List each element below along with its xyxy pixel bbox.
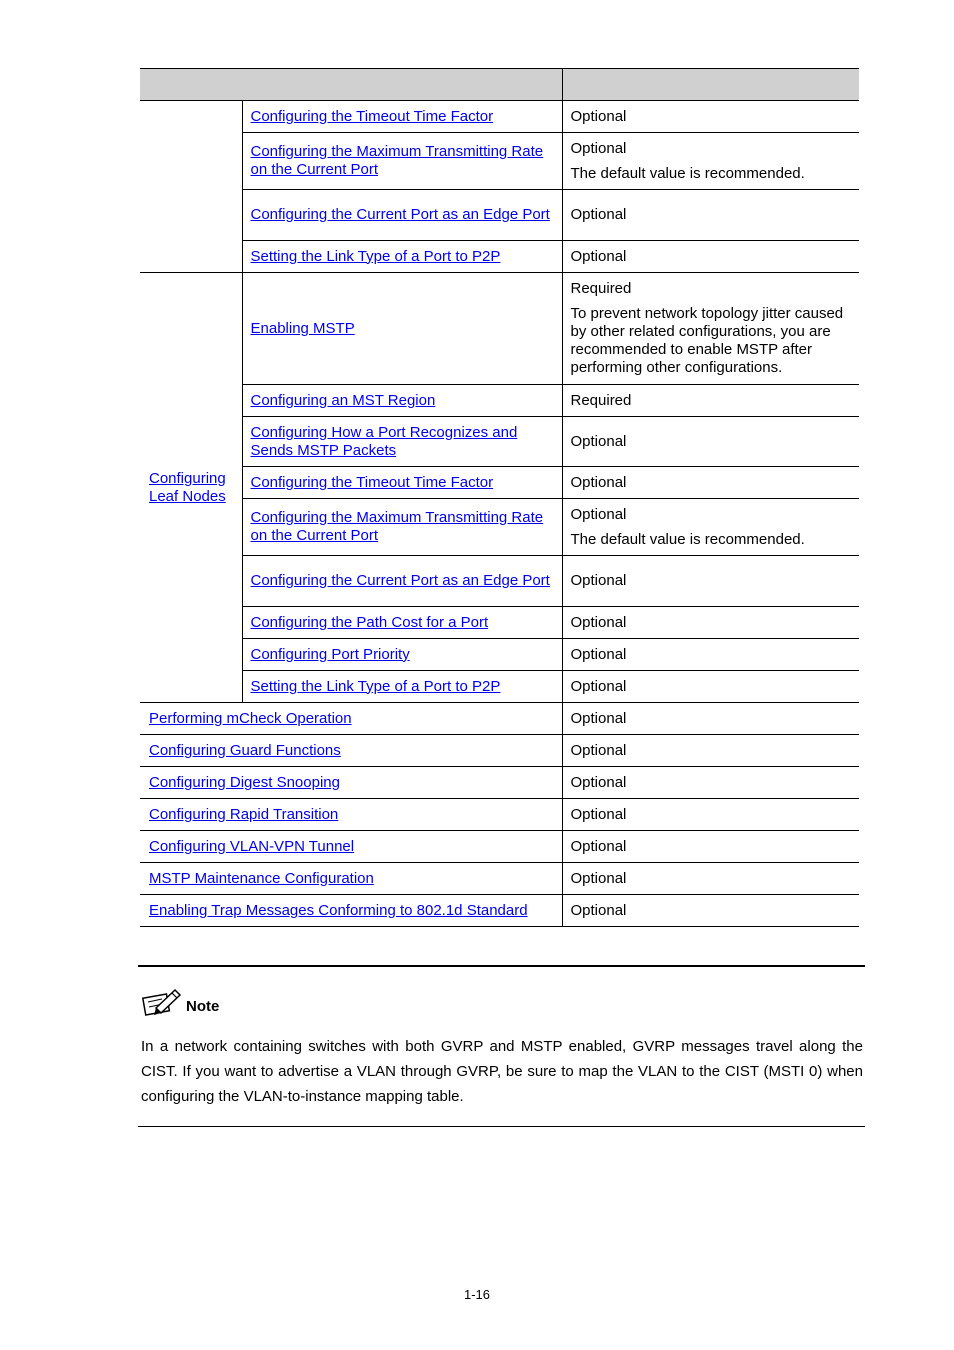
remark-text: Optional	[570, 107, 627, 125]
table-row	[140, 767, 859, 799]
remark-text: Optional	[570, 773, 627, 791]
table-row	[140, 671, 859, 703]
table-row	[140, 190, 859, 241]
table-row	[140, 799, 859, 831]
note-box	[138, 965, 865, 1127]
table-header-cell	[140, 69, 562, 101]
remark-text: Required	[570, 280, 632, 297]
remark-text: Optional	[570, 572, 627, 589]
remark-text: Required	[570, 391, 632, 409]
task-link[interactable]: Configuring VLAN-VPN Tunnel	[149, 837, 355, 855]
remark-text: Optional	[570, 709, 627, 727]
note-pencil-icon	[142, 987, 182, 1017]
table-row	[140, 385, 859, 417]
remark-text: Optional	[570, 645, 627, 663]
table-row	[140, 607, 859, 639]
group-link-leaf-nodes[interactable]: Configuring Leaf Nodes	[149, 469, 226, 505]
group-cell-empty	[140, 101, 242, 273]
remark-text: Optional	[570, 247, 627, 265]
task-link[interactable]: Performing mCheck Operation	[149, 709, 352, 727]
remark-text: Optional	[570, 741, 627, 759]
table-row	[140, 831, 859, 863]
remark-text: To prevent network topology jitter caused by other related configurations, you are recommended to enable MSTP after performing other configurations.	[570, 305, 844, 376]
table-row	[140, 895, 859, 927]
table-header-row	[140, 69, 859, 101]
task-link[interactable]: Configuring the Path Cost for a Port	[250, 613, 489, 631]
table-row	[140, 273, 859, 385]
remark-text: Optional	[570, 432, 627, 450]
task-link[interactable]: MSTP Maintenance Configuration	[149, 869, 374, 887]
table-row	[140, 639, 859, 671]
table-row	[140, 241, 859, 273]
note-text: In a network containing switches with both GVRP and MSTP enabled, GVRP messages travel along the CIST. If you want to advertise a VLAN through GVRP, be sure to map the VLAN to the CIST (MSTI 0) when configuring the VLAN-to-instance mapping table.	[141, 1038, 863, 1105]
table-header-cell	[562, 69, 859, 101]
task-link[interactable]: Configuring the Timeout Time Factor	[250, 107, 494, 125]
task-link[interactable]: Setting the Link Type of a Port to P2P	[250, 247, 501, 265]
remark-text: Optional	[570, 613, 627, 631]
task-link[interactable]: Configuring the Current Port as an Edge Port	[250, 206, 550, 223]
table-row	[140, 417, 859, 467]
table-row	[140, 467, 859, 499]
task-link[interactable]: Configuring Rapid Transition	[149, 805, 339, 823]
remark-text: Optional	[570, 139, 627, 157]
table-row	[140, 499, 859, 556]
remark-text: Optional	[570, 805, 627, 823]
remark-text: Optional	[570, 837, 627, 855]
task-link[interactable]: Setting the Link Type of a Port to P2P	[250, 677, 501, 695]
remark-text: The default value is recommended.	[570, 164, 805, 182]
task-link[interactable]: Configuring the Timeout Time Factor	[250, 473, 494, 491]
table-row	[140, 133, 859, 190]
table-row	[140, 735, 859, 767]
table-row	[140, 703, 859, 735]
task-link[interactable]: Enabling MSTP	[250, 319, 355, 337]
page-number: 1-16	[463, 1287, 491, 1302]
task-link[interactable]: Configuring How a Port Recognizes and Sends MSTP Packets	[250, 423, 518, 459]
note-title: Note	[186, 998, 220, 1015]
task-link[interactable]: Configuring Digest Snooping	[149, 773, 340, 791]
configuration-task-table	[140, 68, 859, 927]
remark-text: The default value is recommended.	[570, 530, 805, 548]
remark-text: Optional	[570, 206, 627, 223]
remark-text: Optional	[570, 505, 627, 523]
task-link[interactable]: Configuring an MST Region	[250, 391, 436, 409]
task-link[interactable]: Enabling Trap Messages Conforming to 802.1d Standard	[149, 901, 528, 919]
task-link[interactable]: Configuring the Maximum Transmitting Rate on the Current Port	[250, 143, 544, 178]
table-row	[140, 101, 859, 133]
task-link[interactable]: Configuring Port Priority	[250, 645, 410, 663]
task-link[interactable]: Configuring the Maximum Transmitting Rate on the Current Port	[250, 509, 544, 544]
table-row	[140, 556, 859, 607]
remark-text: Optional	[570, 901, 627, 919]
task-link[interactable]: Configuring Guard Functions	[149, 741, 341, 759]
remark-text: Optional	[570, 677, 627, 695]
remark-text: Optional	[570, 473, 627, 491]
task-link[interactable]: Configuring the Current Port as an Edge Port	[250, 572, 550, 589]
table-row	[140, 863, 859, 895]
remark-text: Optional	[570, 869, 627, 887]
